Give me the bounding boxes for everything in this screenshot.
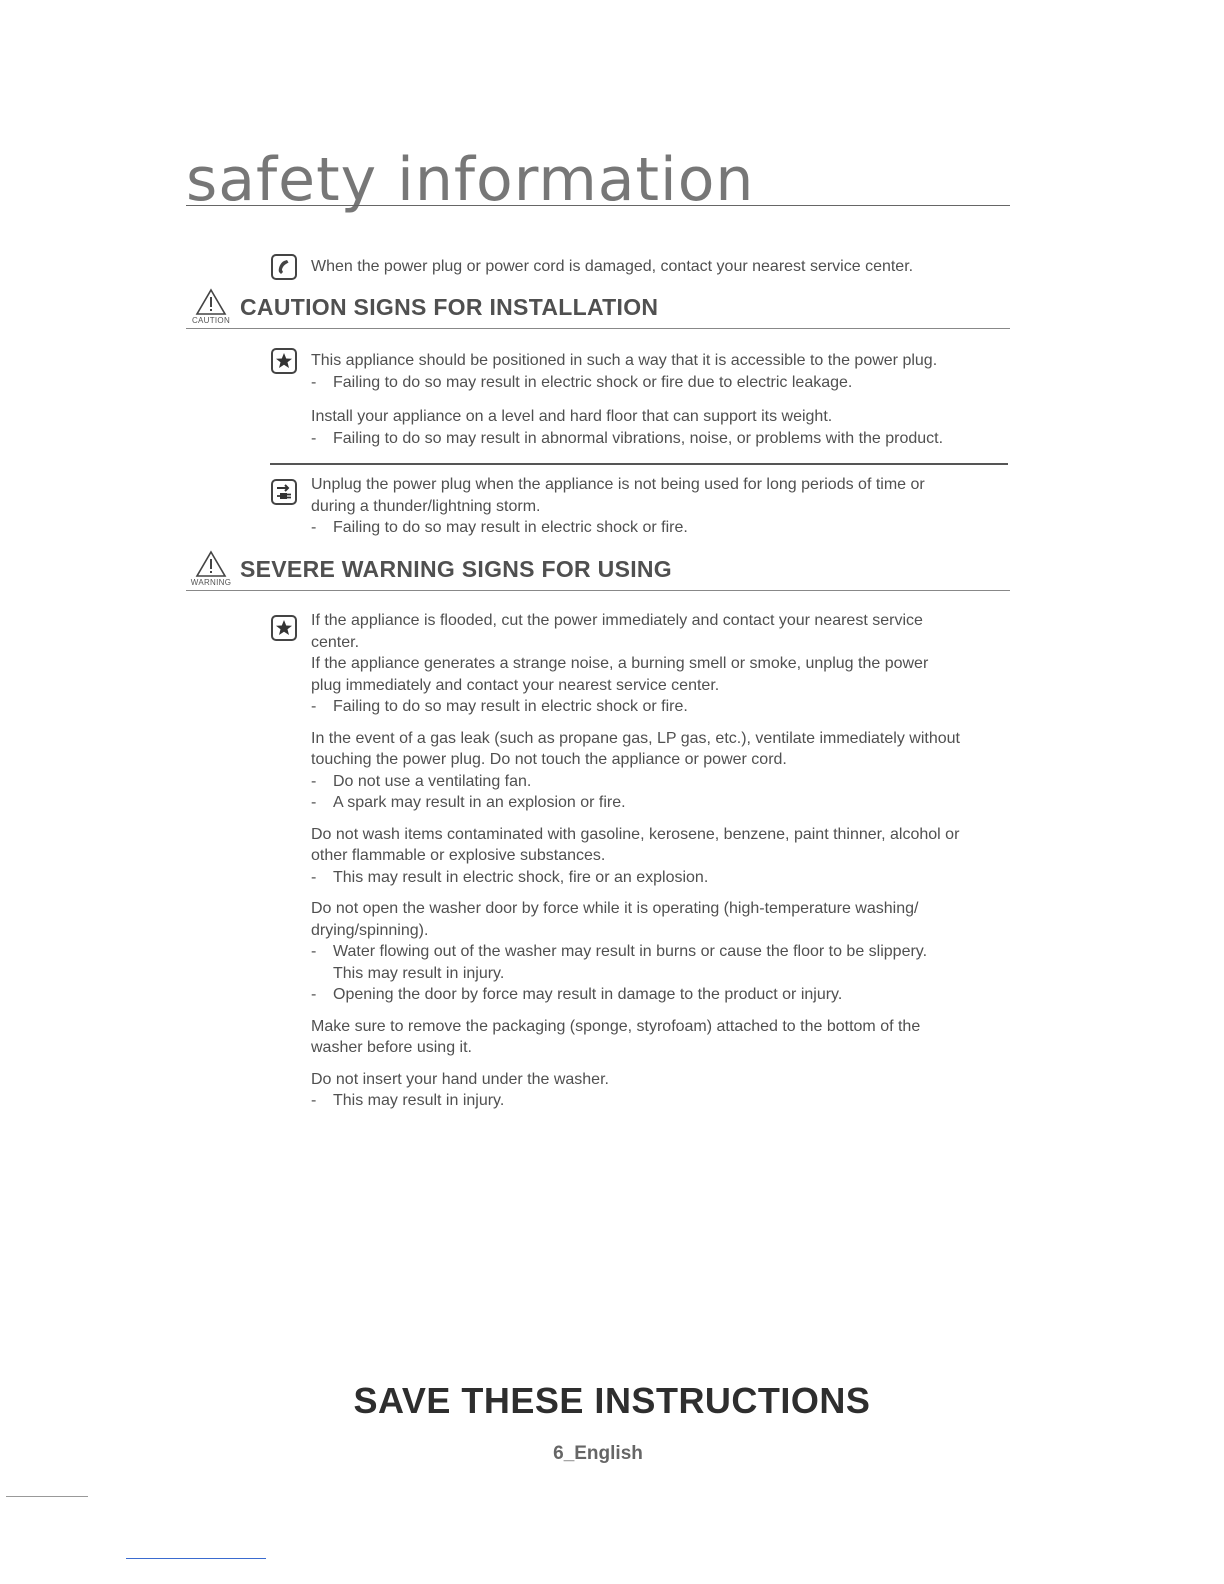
caution-item-3-sub: [311, 517, 1011, 539]
caution-item-1-text: This appliance should be positioned in such a way that it is accessible to the power plug.: [311, 352, 938, 369]
bullet-dash: -: [311, 519, 317, 536]
intro-text: When the power plug or power cord is damaged, contact your nearest service center.: [311, 258, 914, 275]
warning-p5-sub1: [311, 941, 1011, 984]
warning-p5-sub2-text: Opening the door by force may result in damage to the product or injury.: [333, 986, 843, 1003]
warning-p7-sub: [311, 1090, 1011, 1112]
warning-p3-sub1: [311, 771, 1011, 793]
caution-item-3-line1: Unplug the power plug when the appliance is not being used for long periods of time or: [311, 476, 925, 493]
caution-triangle-icon: [195, 288, 227, 316]
warning-p1-line1: If the appliance is flooded, cut the power immediately and contact your nearest service: [311, 612, 923, 629]
warning-p5-sub1-line2: This may result in injury.: [333, 964, 505, 982]
caution-heading: [186, 288, 1010, 329]
warning-p5-line1: Do not open the washer door by force while it is operating (high-temperature washing/: [311, 900, 919, 917]
warning-triangle-icon: [195, 550, 227, 578]
bullet-dash: -: [311, 1092, 317, 1109]
caution-item-1-sub: [311, 372, 1011, 394]
warning-p5-sub1-line1: Water flowing out of the washer may result in burns or cause the floor to be slippery.: [333, 943, 928, 960]
warning-items: [311, 610, 1011, 1112]
caution-item-3-sub-text: Failing to do so may result in electric shock or fire.: [333, 519, 688, 536]
star-box-icon: [271, 615, 297, 641]
warning-p2-sub-text: Failing to do so may result in electric shock or fire.: [333, 698, 688, 715]
bullet-dash: -: [311, 373, 317, 391]
caution-item-2-sub-text: Failing to do so may result in abnormal vibrations, noise, or problems with the product.: [333, 429, 944, 447]
warning-p2-sub: [311, 696, 1011, 718]
warning-p2-line2: plug immediately and contact your nearest service center.: [311, 676, 720, 694]
caution-symbol-label: CAUTION: [191, 316, 231, 325]
warning-p4-sub: [311, 867, 1011, 889]
warning-heading: [186, 550, 1010, 591]
warning-p7: Do not insert your hand under the washer.: [311, 1070, 609, 1088]
phone-service-icon: [271, 254, 297, 280]
bullet-dash: -: [311, 986, 317, 1003]
caution-item-3: [311, 474, 1011, 539]
caution-item-3-line2: during a thunder/lightning storm.: [311, 497, 541, 515]
warning-symbol-label: WARNING: [190, 578, 232, 587]
caution-heading-text: CAUTION SIGNS FOR INSTALLATION: [240, 294, 659, 320]
warning-heading-text: SEVERE WARNING SIGNS FOR USING: [240, 556, 672, 582]
warning-p3-sub2-text: A spark may result in an explosion or fire.: [333, 794, 626, 811]
warning-p4-line2: other flammable or explosive substances.: [311, 847, 606, 864]
caution-item-2-sub: [311, 428, 1011, 450]
warning-p3-sub1-text: Do not use a ventilating fan.: [333, 772, 532, 790]
warning-p5-sub2: [311, 984, 1011, 1006]
page-number: 6_English: [553, 1443, 643, 1464]
warning-p5-line2: drying/spinning).: [311, 921, 429, 939]
bullet-dash: -: [311, 429, 317, 447]
save-instructions: SAVE THESE INSTRUCTIONS: [353, 1380, 871, 1421]
bullet-dash: -: [311, 772, 317, 790]
bullet-dash: -: [311, 868, 317, 886]
scan-mark-line-blue: [126, 1558, 266, 1559]
star-box-icon: [271, 348, 297, 374]
warning-p6-line1: Make sure to remove the packaging (sponge, styrofoam) attached to the bottom of the: [311, 1017, 921, 1035]
warning-symbol: [186, 550, 234, 590]
scan-mark-line: [6, 1496, 88, 1497]
page-title: safety information: [186, 145, 755, 215]
warning-p3-line1: In the event of a gas leak (such as propane gas, LP gas, etc.), ventilate immediately without: [311, 729, 960, 747]
bullet-dash: -: [311, 794, 317, 811]
warning-p1-line2: center.: [311, 633, 360, 651]
bullet-dash: -: [311, 698, 317, 715]
caution-item-2-text: Install your appliance on a level and hard floor that can support its weight.: [311, 408, 833, 425]
warning-p4-sub-text: This may result in electric shock, fire or an explosion.: [333, 868, 709, 886]
warning-p3-line2: touching the power plug. Do not touch the appliance or power cord.: [311, 751, 787, 768]
bullet-dash: -: [311, 943, 317, 960]
warning-p3-sub2: [311, 792, 1011, 814]
section-divider: [270, 463, 1008, 465]
unplug-icon: [271, 479, 297, 505]
title-rule: [186, 205, 1010, 206]
warning-p6-line2: washer before using it.: [311, 1039, 472, 1056]
caution-item-1-sub-text: Failing to do so may result in electric shock or fire due to electric leakage.: [333, 373, 853, 391]
warning-p4-line1: Do not wash items contaminated with gasoline, kerosene, benzene, paint thinner, alcohol or: [311, 825, 960, 843]
warning-p7-sub-text: This may result in injury.: [333, 1092, 505, 1109]
caution-item-1: [311, 350, 1011, 393]
caution-item-2: [311, 406, 1011, 449]
warning-p2-line1: If the appliance generates a strange noise, a burning smell or smoke, unplug the power: [311, 655, 929, 672]
caution-symbol: [186, 288, 234, 328]
